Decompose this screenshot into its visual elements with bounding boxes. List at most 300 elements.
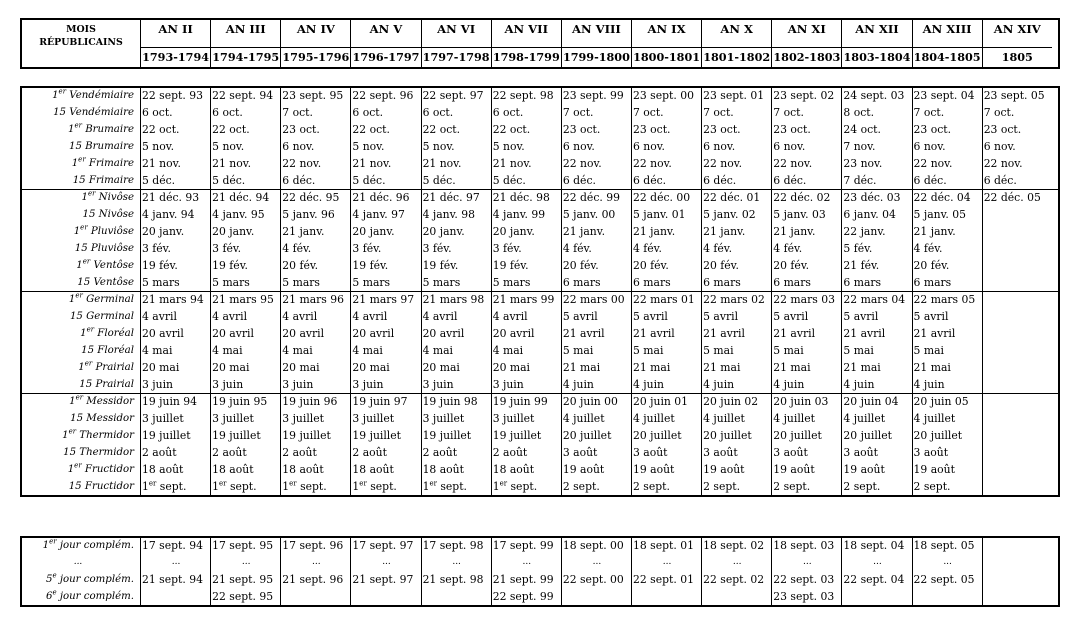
year-an-label: AN V xyxy=(369,22,403,36)
date-cell-text: 1 xyxy=(352,480,360,493)
date-cell: 19 fév. xyxy=(422,259,459,272)
date-cell: 18 août xyxy=(422,463,464,476)
date-cell: 4 juillet xyxy=(703,412,745,425)
date-cell: 22 sept. 01 xyxy=(632,573,694,586)
date-cell: 5 nov. xyxy=(212,140,245,153)
date-cell: 3 fév. xyxy=(212,242,242,255)
month-label-suffix: jour complém. xyxy=(56,591,134,602)
year-dates-column xyxy=(210,88,280,189)
date-cell: 5 janv. 05 xyxy=(913,208,967,221)
date-cell: 5 mars xyxy=(282,276,320,289)
date-cell xyxy=(423,588,491,605)
date-cell: 4 juin xyxy=(562,378,594,391)
date-cell xyxy=(142,478,210,495)
year-dates-column xyxy=(701,88,771,189)
year-dates-column xyxy=(280,394,350,495)
header-table xyxy=(20,18,1060,69)
month-label-ordinal: er xyxy=(78,155,86,164)
date-cell: 21 janv. xyxy=(562,225,606,238)
date-cell: 22 nov. xyxy=(913,157,953,170)
year-dates-column xyxy=(350,292,420,393)
date-cell: 2 sept. xyxy=(562,480,600,493)
year-header xyxy=(350,20,420,67)
month-label xyxy=(22,121,134,138)
date-cell-suffix: sept. xyxy=(366,480,397,493)
date-cell-ordinal: er xyxy=(289,479,297,488)
months-column-header xyxy=(22,20,140,67)
year-dates-column xyxy=(701,190,771,291)
date-cell: 18 août xyxy=(212,463,254,476)
month-group-block xyxy=(22,393,1058,495)
date-cell: 2 sept. xyxy=(773,480,811,493)
date-cell: 22 déc. 04 xyxy=(913,191,971,204)
date-cell: 5 avril xyxy=(913,310,949,323)
date-cell: ... xyxy=(382,557,391,567)
date-cell: 4 juin xyxy=(913,378,945,391)
date-cell: 19 août xyxy=(562,463,605,476)
year-dates-column xyxy=(350,88,420,189)
month-label-text: 15 Germinal xyxy=(69,311,134,322)
date-cell: 4 janv. 95 xyxy=(212,208,265,221)
date-cell: 22 sept. 94 xyxy=(212,89,274,102)
date-cell-text: 1 xyxy=(212,480,220,493)
date-cell: 6 oct. xyxy=(352,106,384,119)
date-cell: 7 oct. xyxy=(562,106,594,119)
date-cell xyxy=(984,571,1052,588)
date-cell: 21 nov. xyxy=(212,157,252,170)
date-cell: 20 juin 04 xyxy=(843,395,899,408)
year-header xyxy=(491,20,561,67)
month-label xyxy=(22,190,134,206)
date-cell: 20 avril xyxy=(422,327,465,340)
month-label-suffix: Prairial xyxy=(92,362,134,373)
date-cell: 2 août xyxy=(212,446,247,459)
month-label-ordinal: e xyxy=(52,571,57,580)
year-an-label: AN XIV xyxy=(993,22,1041,36)
month-label xyxy=(22,257,134,274)
date-cell: 24 sept. 03 xyxy=(843,89,905,102)
month-label-text: 15 Prairial xyxy=(79,379,134,390)
month-label-text: 5 xyxy=(45,574,53,585)
date-cell: 6 nov. xyxy=(632,140,665,153)
date-cell-ordinal: er xyxy=(148,479,157,488)
date-cell: 3 juin xyxy=(282,378,314,391)
date-cell: 6 déc. xyxy=(703,174,737,187)
date-cell xyxy=(984,223,1052,240)
date-cell-suffix: sept. xyxy=(436,480,467,493)
date-cell: 5 avril xyxy=(562,310,598,323)
date-cell: 19 fév. xyxy=(142,259,178,272)
date-cell: 22 nov. xyxy=(282,157,322,170)
year-period-label: 1794-1795 xyxy=(211,47,280,67)
date-cell: 20 fév. xyxy=(632,259,669,272)
month-label-text: 15 Ventôse xyxy=(77,277,134,288)
date-cell: 6 mars xyxy=(632,276,671,289)
date-cell: 3 juin xyxy=(422,378,454,391)
date-cell: 21 janv. xyxy=(632,225,676,238)
month-label-suffix: Thermidor xyxy=(76,430,134,441)
year-dates-column xyxy=(210,538,280,605)
year-dates-column xyxy=(701,292,771,393)
date-cell: 22 sept. 03 xyxy=(773,573,835,586)
date-cell xyxy=(843,588,911,605)
date-cell: 21 fév. xyxy=(843,259,880,272)
header-row xyxy=(22,20,1058,67)
date-cell: 19 fév. xyxy=(212,259,248,272)
year-dates-column xyxy=(982,394,1052,495)
date-cell: 21 janv. xyxy=(282,225,325,238)
year-dates-column xyxy=(280,538,350,605)
month-label-suffix: Fructidor xyxy=(81,464,134,475)
month-group-block xyxy=(22,291,1058,393)
date-cell: 20 mai xyxy=(282,361,320,374)
date-cell: 20 mai xyxy=(352,361,390,374)
date-cell: 4 juillet xyxy=(632,412,675,425)
date-cell: 19 juillet xyxy=(492,429,542,442)
date-cell: 19 juillet xyxy=(352,429,401,442)
date-cell: 5 déc. xyxy=(212,174,246,187)
year-dates-column xyxy=(771,190,841,291)
date-cell: 3 fév. xyxy=(492,242,522,255)
month-label-suffix: Nivôse xyxy=(95,192,134,203)
year-dates-column xyxy=(421,292,491,393)
date-cell: 6 déc. xyxy=(913,174,947,187)
date-cell: 19 août xyxy=(843,463,885,476)
date-cell: 2 sept. xyxy=(632,480,670,493)
date-cell: 6 mars xyxy=(843,276,882,289)
date-cell: 22 déc. 02 xyxy=(773,191,831,204)
month-group-block xyxy=(22,189,1058,291)
date-cell xyxy=(984,342,1052,359)
year-dates-column xyxy=(421,88,491,189)
year-dates-column xyxy=(421,190,491,291)
year-dates-column xyxy=(771,292,841,393)
year-dates-column xyxy=(701,538,771,605)
date-cell: 5 nov. xyxy=(352,140,385,153)
date-cell-ordinal: er xyxy=(359,479,367,488)
date-cell: 20 juillet xyxy=(703,429,752,442)
date-cell xyxy=(563,588,631,605)
month-label xyxy=(22,325,134,342)
month-label xyxy=(22,427,134,444)
date-cell: 5 avril xyxy=(632,310,668,323)
date-cell: 2 sept. xyxy=(843,480,881,493)
date-cell-suffix: sept. xyxy=(156,480,187,493)
date-cell: 3 août xyxy=(843,446,878,459)
date-cell: 18 sept. 02 xyxy=(703,539,765,552)
month-label-text: 15 Messidor xyxy=(70,413,134,424)
date-cell xyxy=(703,588,771,605)
year-dates-column xyxy=(912,190,982,291)
date-cell: 3 août xyxy=(703,446,738,459)
year-header xyxy=(210,20,280,67)
date-cell: 19 fév. xyxy=(492,259,529,272)
year-dates-column xyxy=(140,394,210,495)
date-cell: 21 nov. xyxy=(142,157,181,170)
date-cell: 20 juillet xyxy=(562,429,612,442)
date-cell: 22 nov. xyxy=(773,157,813,170)
date-cell: 6 déc. xyxy=(632,174,667,187)
year-header xyxy=(280,20,350,67)
date-cell: 19 août xyxy=(632,463,675,476)
date-cell: 22 nov. xyxy=(983,157,1023,170)
date-cell: 17 sept. 95 xyxy=(212,539,274,552)
date-cell: 20 juillet xyxy=(913,429,963,442)
year-period-label: 1798-1799 xyxy=(492,47,561,67)
month-label xyxy=(22,444,134,461)
date-cell xyxy=(212,478,280,495)
year-header xyxy=(771,20,841,67)
year-dates-column xyxy=(631,538,701,605)
date-cell: 20 avril xyxy=(212,327,254,340)
year-an-label: AN III xyxy=(225,22,266,36)
month-labels-column xyxy=(22,190,140,291)
month-label-text: 15 Vendémiaire xyxy=(53,107,134,118)
date-cell: 3 juin xyxy=(492,378,524,391)
date-cell-ordinal: er xyxy=(219,479,227,488)
date-cell: 18 sept. 01 xyxy=(632,539,694,552)
date-cell: 23 oct. xyxy=(703,123,741,136)
date-cell: 3 août xyxy=(773,446,808,459)
date-cell: 22 nov. xyxy=(703,157,742,170)
date-cell xyxy=(984,292,1052,308)
date-cell: 7 déc. xyxy=(843,174,877,187)
month-label xyxy=(22,342,134,359)
year-dates-column xyxy=(841,394,911,495)
date-cell: 21 sept. 95 xyxy=(212,573,274,586)
year-dates-column xyxy=(912,538,982,605)
year-dates-column xyxy=(210,394,280,495)
date-cell: 18 sept. 00 xyxy=(562,539,624,552)
year-dates-column xyxy=(210,292,280,393)
date-cell-text: 1 xyxy=(142,480,149,493)
date-cell: 21 déc. 94 xyxy=(212,191,270,204)
date-cell: 2 août xyxy=(492,446,528,459)
date-cell: 6 nov. xyxy=(562,140,595,153)
year-dates-column xyxy=(631,88,701,189)
year-dates-column xyxy=(561,292,631,393)
date-cell: 21 déc. 98 xyxy=(492,191,550,204)
date-cell: 4 janv. 98 xyxy=(422,208,476,221)
month-label-text: 1 xyxy=(80,328,87,339)
month-label-suffix: jour complém. xyxy=(56,574,134,585)
date-cell: 5 fév. xyxy=(843,242,873,255)
date-cell: 21 janv. xyxy=(913,225,956,238)
year-an-label: AN X xyxy=(720,22,753,36)
year-header xyxy=(912,20,982,67)
month-label xyxy=(22,138,134,155)
date-cell: 6 janv. 04 xyxy=(843,208,896,221)
date-cell xyxy=(493,478,561,495)
date-cell: 21 mai xyxy=(773,361,811,374)
year-dates-column xyxy=(561,190,631,291)
date-cell: 20 juin 03 xyxy=(773,395,829,408)
date-cell-suffix: sept. xyxy=(296,480,327,493)
date-cell: 19 juin 97 xyxy=(352,395,408,408)
year-period-label: 1800-1801 xyxy=(632,47,701,67)
year-dates-column xyxy=(140,88,210,189)
date-cell: 22 oct. xyxy=(212,123,250,136)
month-label-suffix: Brumaire xyxy=(81,124,134,135)
year-period-label: 1805 xyxy=(983,47,1052,67)
year-dates-column xyxy=(491,394,561,495)
date-cell: 22 oct. xyxy=(352,123,390,136)
date-cell: 20 fév. xyxy=(282,259,319,272)
date-cell: 21 sept. 94 xyxy=(142,573,203,586)
date-cell: 21 mars 99 xyxy=(492,293,555,306)
date-cell: 7 oct. xyxy=(913,106,945,119)
date-cell: 20 mai xyxy=(492,361,531,374)
month-label-ordinal: er xyxy=(75,393,84,402)
date-cell: 20 fév. xyxy=(703,259,739,272)
date-cell: 23 sept. 04 xyxy=(913,89,975,102)
date-cell xyxy=(984,538,1052,554)
date-cell: 3 juillet xyxy=(352,412,395,425)
date-cell: 23 oct. xyxy=(983,123,1022,136)
date-cell: 21 nov. xyxy=(492,157,532,170)
month-label xyxy=(22,359,134,376)
date-cell: 23 oct. xyxy=(562,123,601,136)
date-cell: 19 juin 98 xyxy=(422,395,478,408)
month-label xyxy=(22,394,134,410)
date-cell xyxy=(984,257,1052,274)
date-cell: 6 oct. xyxy=(422,106,454,119)
date-cell: 4 avril xyxy=(142,310,177,323)
month-label-ordinal: er xyxy=(84,359,93,368)
year-dates-column xyxy=(912,394,982,495)
date-cell: 22 déc. 01 xyxy=(703,191,761,204)
date-cell: 5 janv. 02 xyxy=(703,208,756,221)
date-cell: 7 oct. xyxy=(282,106,313,119)
month-label-suffix: Floréal xyxy=(94,328,134,339)
year-dates-column xyxy=(982,292,1052,393)
date-cell: 20 juillet xyxy=(773,429,822,442)
year-dates-column xyxy=(841,88,911,189)
date-cell: 3 fév. xyxy=(352,242,382,255)
date-cell: 23 oct. xyxy=(632,123,671,136)
month-label-suffix: Frimaire xyxy=(85,158,134,169)
month-labels-column xyxy=(22,88,140,189)
date-cell: 22 oct. xyxy=(492,123,531,136)
month-group-block xyxy=(22,88,1058,189)
date-cell xyxy=(984,410,1052,427)
month-label-ordinal: er xyxy=(49,537,57,546)
month-label-suffix: jour complém. xyxy=(56,540,134,551)
date-cell: 4 mai xyxy=(422,344,453,357)
date-cell: 23 sept. 02 xyxy=(773,89,835,102)
date-cell: 19 juin 94 xyxy=(142,395,198,408)
month-label-text: 6 xyxy=(45,591,53,602)
date-cell: 17 sept. 98 xyxy=(422,539,484,552)
date-cell: 22 mars 03 xyxy=(773,293,835,306)
date-cell: 7 oct. xyxy=(983,106,1015,119)
date-cell: 5 nov. xyxy=(422,140,455,153)
month-label xyxy=(22,292,134,308)
date-cell: 5 nov. xyxy=(492,140,525,153)
date-cell: 4 fév. xyxy=(703,242,733,255)
year-header xyxy=(421,20,491,67)
date-cell xyxy=(984,376,1052,393)
year-dates-column xyxy=(350,538,420,605)
month-label-ordinal: er xyxy=(74,461,82,470)
date-cell: 20 janv. xyxy=(352,225,395,238)
date-cell: 4 juin xyxy=(773,378,805,391)
date-cell: 21 avril xyxy=(632,327,675,340)
date-cell xyxy=(984,444,1052,461)
month-label-text: 15 Nivôse xyxy=(82,209,134,220)
date-cell: 18 août xyxy=(282,463,324,476)
date-cell: 21 sept. 97 xyxy=(352,573,414,586)
date-cell: 22 nov. xyxy=(632,157,672,170)
date-cell: 21 sept. 98 xyxy=(422,573,484,586)
year-period-label: 1797-1798 xyxy=(422,47,491,67)
date-cell: 21 avril xyxy=(562,327,605,340)
year-header xyxy=(701,20,771,67)
date-cell: 22 mars 05 xyxy=(913,293,976,306)
month-label xyxy=(22,554,134,571)
month-label-suffix: Pluviôse xyxy=(87,226,134,237)
date-cell: 4 avril xyxy=(282,310,318,323)
month-label-ordinal: er xyxy=(58,87,67,96)
date-cell: ... xyxy=(662,557,672,567)
date-cell: 21 sept. 96 xyxy=(282,573,344,586)
date-cell: 22 mars 04 xyxy=(843,293,906,306)
date-cell: 17 sept. 96 xyxy=(282,539,344,552)
date-cell xyxy=(984,427,1052,444)
date-cell: 20 juin 00 xyxy=(562,395,618,408)
year-dates-column xyxy=(561,394,631,495)
month-label-ordinal: er xyxy=(68,427,77,436)
year-an-label: AN VIII xyxy=(571,22,621,36)
date-cell xyxy=(984,274,1052,291)
year-dates-column xyxy=(140,538,210,605)
date-cell: 22 sept. 05 xyxy=(913,573,975,586)
date-cell: 19 juillet xyxy=(212,429,261,442)
year-header xyxy=(561,20,631,67)
date-cell: 5 déc. xyxy=(142,174,176,187)
year-an-label: AN II xyxy=(158,22,193,36)
date-cell: 5 mars xyxy=(492,276,531,289)
month-label xyxy=(22,571,134,588)
month-label-text: 1 xyxy=(69,396,76,407)
year-dates-column xyxy=(841,190,911,291)
date-cell: 23 oct. xyxy=(282,123,320,136)
year-dates-column xyxy=(350,190,420,291)
date-cell: 20 mai xyxy=(422,361,460,374)
date-cell: 5 nov. xyxy=(142,140,175,153)
month-label xyxy=(22,240,134,257)
month-label-ordinal: er xyxy=(80,223,88,232)
month-label xyxy=(22,538,134,554)
date-cell: 21 déc. 93 xyxy=(142,191,200,204)
date-cell xyxy=(984,240,1052,257)
date-cell: 3 juillet xyxy=(282,412,324,425)
date-cell-text: 1 xyxy=(492,480,500,493)
month-label-text: 15 Fructidor xyxy=(68,481,134,492)
month-label xyxy=(22,461,134,478)
months-table xyxy=(20,86,1060,497)
month-label-text: 15 Brumaire xyxy=(68,141,134,152)
date-cell: 6 oct. xyxy=(492,106,524,119)
month-label-text: 15 Floréal xyxy=(81,345,134,356)
month-label-text: 1 xyxy=(73,226,81,237)
date-cell: 20 mai xyxy=(142,361,180,374)
year-dates-column xyxy=(491,88,561,189)
date-cell xyxy=(984,206,1052,223)
date-cell: 22 oct. xyxy=(142,123,180,136)
date-cell: 20 juillet xyxy=(843,429,892,442)
month-label-ordinal: e xyxy=(52,588,57,597)
